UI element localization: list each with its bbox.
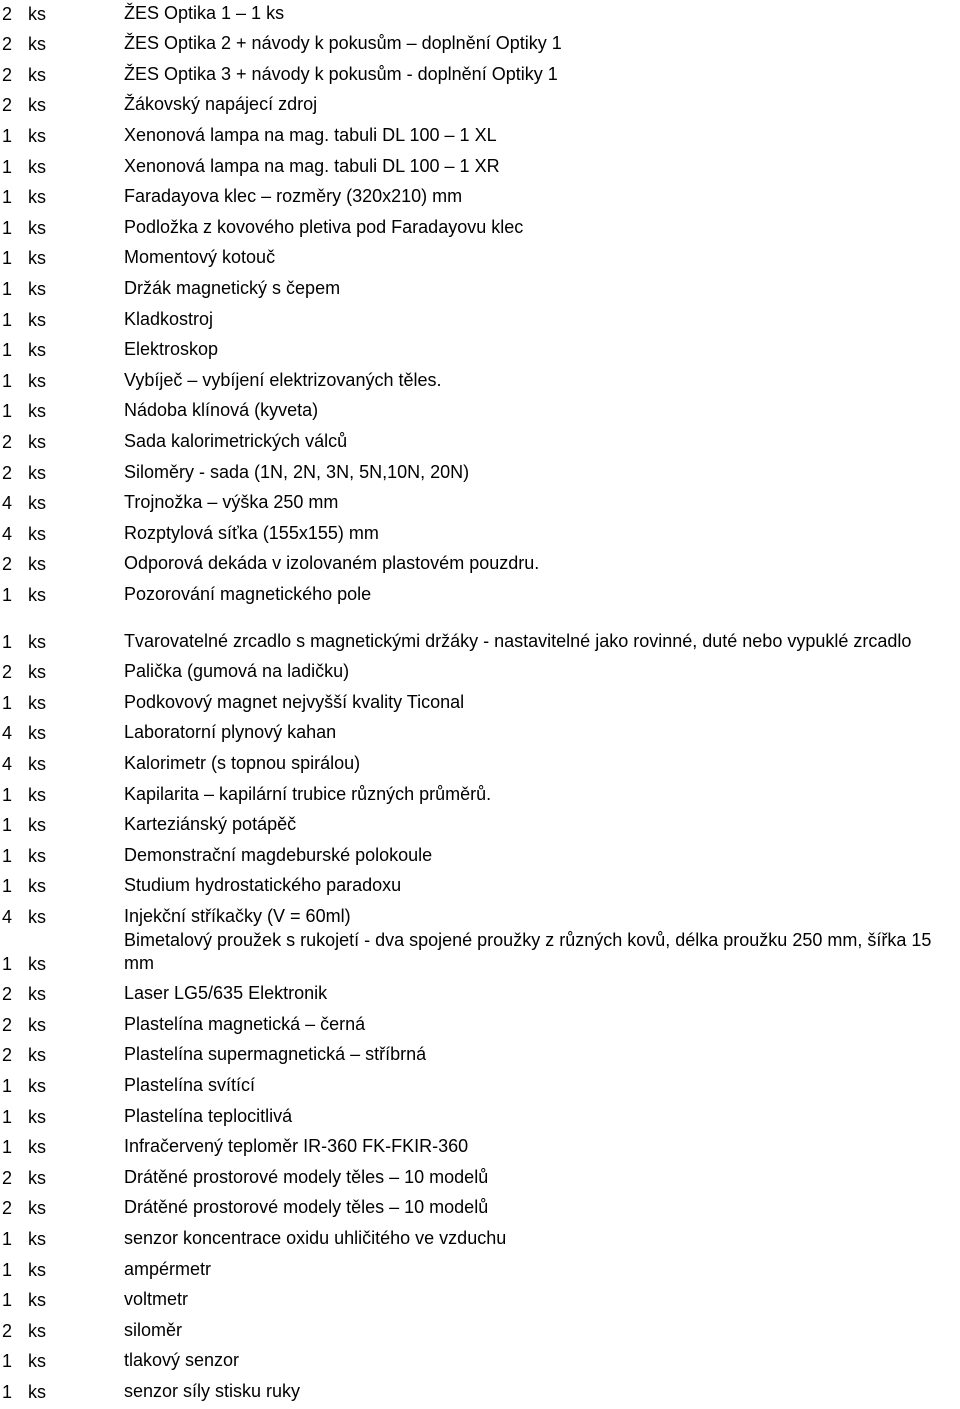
item-description: Bimetalový proužek s rukojetí - dva spojené proužky z různých kovů, délka proužku 250 mm, šířka 15 mm — [124, 929, 932, 973]
item-description: Xenonová lampa na mag. tabuli DL 100 – 1 XL — [124, 124, 497, 145]
quantity-number: 1 — [2, 584, 13, 605]
quantity-cell — [0, 1076, 124, 1097]
quantity-unit: ks — [28, 554, 46, 575]
quantity-unit: ks — [28, 3, 46, 24]
quantity-cell — [0, 1137, 124, 1158]
item-description: Vybíječ – vybíjení elektrizovaných těles. — [124, 369, 442, 390]
item-description: Žákovský napájecí zdroj — [124, 94, 318, 115]
list-item — [0, 1103, 960, 1134]
quantity-number: 1 — [2, 217, 13, 238]
item-description: Rozptylová síťka (155x155) mm — [124, 522, 379, 543]
list-item — [0, 1042, 960, 1073]
quantity-number: 1 — [2, 1381, 13, 1402]
quantity-number: 1 — [2, 370, 13, 391]
quantity-number: 1 — [2, 187, 13, 208]
item-description: Trojnožka – výška 250 mm — [124, 492, 339, 513]
quantity-number: 1 — [2, 1259, 13, 1280]
list-item — [0, 214, 960, 245]
quantity-cell — [0, 248, 124, 269]
quantity-unit: ks — [28, 248, 46, 269]
list-item — [0, 1225, 960, 1256]
list-item — [0, 1287, 960, 1318]
quantity-unit: ks — [28, 753, 46, 774]
quantity-number: 1 — [2, 1106, 13, 1127]
quantity-number: 1 — [2, 692, 13, 713]
item-description: Karteziánský potápěč — [124, 814, 297, 835]
quantity-cell — [0, 723, 124, 744]
list-item — [0, 61, 960, 92]
quantity-number: 4 — [2, 906, 13, 927]
item-description: Pozorování magnetického pole — [124, 583, 372, 604]
quantity-cell — [0, 126, 124, 147]
quantity-unit: ks — [28, 584, 46, 605]
quantity-cell — [0, 65, 124, 86]
list-item — [0, 122, 960, 153]
quantity-unit: ks — [28, 784, 46, 805]
quantity-unit: ks — [28, 340, 46, 361]
quantity-unit: ks — [28, 876, 46, 897]
quantity-unit: ks — [28, 34, 46, 55]
list-item — [0, 1256, 960, 1287]
quantity-number: 2 — [2, 1198, 13, 1219]
item-description: ampérmetr — [124, 1258, 212, 1279]
quantity-cell — [0, 585, 124, 606]
quantity-number: 2 — [2, 431, 13, 452]
quantity-unit: ks — [28, 217, 46, 238]
quantity-unit: ks — [28, 662, 46, 683]
item-description: Elektroskop — [124, 339, 219, 360]
quantity-unit: ks — [28, 723, 46, 744]
quantity-cell — [0, 432, 124, 453]
quantity-number: 1 — [2, 1290, 13, 1311]
quantity-cell — [0, 1107, 124, 1128]
quantity-cell — [0, 815, 124, 836]
quantity-unit: ks — [28, 1381, 46, 1402]
list-item — [0, 612, 960, 659]
item-description: siloměr — [124, 1319, 183, 1340]
item-description: Nádoba klínová (kyveta) — [124, 400, 319, 421]
list-item — [0, 1317, 960, 1348]
quantity-number: 1 — [2, 1137, 13, 1158]
item-description: Plastelína teplocitlivá — [124, 1105, 293, 1126]
quantity-cell — [0, 4, 124, 25]
quantity-number: 1 — [2, 815, 13, 836]
item-description: Momentový kotouč — [124, 247, 276, 268]
list-item — [0, 153, 960, 184]
quantity-unit: ks — [28, 462, 46, 483]
quantity-number: 2 — [2, 554, 13, 575]
quantity-unit: ks — [28, 1075, 46, 1096]
item-description: Drátěné prostorové modely těles – 10 modelů — [124, 1197, 489, 1218]
quantity-cell — [0, 984, 124, 1005]
quantity-cell — [0, 693, 124, 714]
quantity-cell — [0, 95, 124, 116]
quantity-unit: ks — [28, 1320, 46, 1341]
quantity-number: 1 — [2, 401, 13, 422]
item-description: Plastelína supermagnetická – stříbrná — [124, 1044, 427, 1065]
item-description: Podložka z kovového pletiva pod Faradayovu klec — [124, 216, 524, 237]
quantity-cell — [0, 785, 124, 806]
item-description: Odporová dekáda v izolovaném plastovém pouzdru. — [124, 553, 540, 574]
quantity-cell — [0, 554, 124, 575]
quantity-number: 4 — [2, 753, 13, 774]
quantity-cell — [0, 34, 124, 55]
list-item — [0, 750, 960, 781]
list-item — [0, 842, 960, 873]
item-description: Xenonová lampa na mag. tabuli DL 100 – 1 XR — [124, 155, 500, 176]
item-description: ŽES Optika 1 – 1 ks — [124, 2, 285, 23]
quantity-cell — [0, 218, 124, 239]
quantity-unit: ks — [28, 1137, 46, 1158]
list-item — [0, 184, 960, 215]
quantity-unit: ks — [28, 845, 46, 866]
quantity-unit: ks — [28, 523, 46, 544]
quantity-unit: ks — [28, 370, 46, 391]
quantity-unit: ks — [28, 1106, 46, 1127]
quantity-number: 1 — [2, 125, 13, 146]
quantity-number: 2 — [2, 1045, 13, 1066]
quantity-unit: ks — [28, 187, 46, 208]
item-description: Tvarovatelné zrcadlo s magnetickými držáky - nastavitelné jako rovinné, duté nebo vypuklé zrcadlo — [124, 630, 912, 651]
quantity-number: 1 — [2, 784, 13, 805]
quantity-cell — [0, 340, 124, 361]
list-item — [0, 0, 960, 31]
item-description: senzor koncentrace oxidu uhličitého ve vzduchu — [124, 1227, 507, 1248]
list-item — [0, 1164, 960, 1195]
list-item — [0, 929, 960, 981]
quantity-number: 1 — [2, 953, 13, 974]
quantity-unit: ks — [28, 953, 46, 974]
item-description: senzor síly stisku ruky — [124, 1380, 301, 1401]
quantity-unit: ks — [28, 1045, 46, 1066]
quantity-cell — [0, 754, 124, 775]
quantity-unit: ks — [28, 309, 46, 330]
quantity-number: 2 — [2, 64, 13, 85]
list-item — [0, 1134, 960, 1165]
quantity-number: 1 — [2, 309, 13, 330]
quantity-number: 4 — [2, 523, 13, 544]
quantity-cell — [0, 524, 124, 545]
list-item — [0, 1195, 960, 1226]
quantity-cell — [0, 279, 124, 300]
quantity-unit: ks — [28, 493, 46, 514]
quantity-number: 2 — [2, 1014, 13, 1035]
item-description: Faradayova klec – rozměry (320x210) mm — [124, 186, 463, 207]
quantity-number: 4 — [2, 493, 13, 514]
quantity-unit: ks — [28, 95, 46, 116]
quantity-cell — [0, 1351, 124, 1372]
quantity-number: 2 — [2, 95, 13, 116]
quantity-unit: ks — [28, 1351, 46, 1372]
quantity-unit: ks — [28, 401, 46, 422]
quantity-unit: ks — [28, 431, 46, 452]
quantity-cell — [0, 401, 124, 422]
quantity-cell — [0, 493, 124, 514]
quantity-unit: ks — [28, 278, 46, 299]
quantity-number: 1 — [2, 631, 13, 652]
quantity-unit: ks — [28, 692, 46, 713]
quantity-unit: ks — [28, 815, 46, 836]
item-description: Drátěné prostorové modely těles – 10 modelů — [124, 1166, 489, 1187]
quantity-number: 2 — [2, 462, 13, 483]
list-item — [0, 459, 960, 490]
quantity-number: 1 — [2, 278, 13, 299]
quantity-number: 1 — [2, 1351, 13, 1372]
item-description: Infračervený teploměr IR-360 FK-FKIR-360 — [124, 1136, 469, 1157]
item-description: Palička (gumová na ladičku) — [124, 661, 350, 682]
quantity-cell — [0, 1382, 124, 1403]
quantity-cell — [0, 1290, 124, 1311]
list-item — [0, 720, 960, 751]
list-item — [0, 659, 960, 690]
quantity-number: 2 — [2, 34, 13, 55]
list-item — [0, 31, 960, 62]
quantity-number: 2 — [2, 1167, 13, 1188]
item-description: Studium hydrostatického paradoxu — [124, 875, 402, 896]
quantity-unit: ks — [28, 906, 46, 927]
quantity-cell — [0, 463, 124, 484]
item-description: ŽES Optika 3 + návody k pokusům - doplnění Optiky 1 — [124, 63, 558, 84]
item-description: ŽES Optika 2 + návody k pokusům – doplnění Optiky 1 — [124, 33, 562, 54]
list-item — [0, 520, 960, 551]
quantity-cell — [0, 876, 124, 897]
item-description: Kalorimetr (s topnou spirálou) — [124, 752, 361, 773]
list-item — [0, 490, 960, 521]
item-description: Držák magnetický s čepem — [124, 277, 341, 298]
item-description: Siloměry - sada (1N, 2N, 3N, 5N,10N, 20N) — [124, 461, 470, 482]
quantity-unit: ks — [28, 64, 46, 85]
list-item — [0, 1011, 960, 1042]
quantity-number: 1 — [2, 1228, 13, 1249]
item-description: voltmetr — [124, 1289, 189, 1310]
quantity-cell — [0, 1260, 124, 1281]
list-item — [0, 781, 960, 812]
quantity-unit: ks — [28, 125, 46, 146]
item-description: Laboratorní plynový kahan — [124, 722, 337, 743]
list-item — [0, 245, 960, 276]
list-item — [0, 689, 960, 720]
quantity-cell — [0, 907, 124, 928]
quantity-cell — [0, 846, 124, 867]
quantity-cell — [0, 954, 124, 975]
quantity-number: 2 — [2, 3, 13, 24]
item-description: Laser LG5/635 Elektronik — [124, 983, 328, 1004]
item-description: Plastelína svítící — [124, 1074, 256, 1095]
quantity-cell — [0, 662, 124, 683]
list-item — [0, 1348, 960, 1379]
quantity-cell — [0, 310, 124, 331]
quantity-number: 1 — [2, 156, 13, 177]
list-item — [0, 1072, 960, 1103]
list-item — [0, 275, 960, 306]
quantity-cell — [0, 187, 124, 208]
item-description: tlakový senzor — [124, 1350, 240, 1371]
quantity-cell — [0, 1321, 124, 1342]
quantity-unit: ks — [28, 1290, 46, 1311]
quantity-unit: ks — [28, 984, 46, 1005]
item-description: Podkovový magnet nejvyšší kvality Ticonal — [124, 691, 465, 712]
quantity-number: 1 — [2, 248, 13, 269]
list-item — [0, 428, 960, 459]
quantity-unit: ks — [28, 156, 46, 177]
list-item — [0, 812, 960, 843]
list-item — [0, 367, 960, 398]
list-item — [0, 981, 960, 1012]
item-description: Sada kalorimetrických válců — [124, 430, 348, 451]
quantity-cell — [0, 371, 124, 392]
quantity-number: 1 — [2, 340, 13, 361]
quantity-unit: ks — [28, 1228, 46, 1249]
list-item — [0, 92, 960, 123]
quantity-cell — [0, 157, 124, 178]
list-item — [0, 398, 960, 429]
quantity-cell — [0, 1015, 124, 1036]
list-item — [0, 337, 960, 368]
list-item — [0, 581, 960, 612]
item-description: Injekční stříkačky (V = 60ml) — [124, 905, 351, 926]
quantity-unit: ks — [28, 1014, 46, 1035]
quantity-number: 1 — [2, 876, 13, 897]
quantity-number: 2 — [2, 1320, 13, 1341]
quantity-number: 2 — [2, 984, 13, 1005]
list-item — [0, 873, 960, 904]
list-item — [0, 1378, 960, 1409]
quantity-unit: ks — [28, 1167, 46, 1188]
list-item — [0, 306, 960, 337]
list-item — [0, 551, 960, 582]
quantity-number: 1 — [2, 845, 13, 866]
quantity-cell — [0, 1198, 124, 1219]
item-description: Demonstrační magdeburské polokoule — [124, 844, 433, 865]
quantity-cell — [0, 632, 124, 653]
item-description: Kladkostroj — [124, 308, 214, 329]
item-description: Kapilarita – kapilární trubice různých průměrů. — [124, 783, 492, 804]
quantity-unit: ks — [28, 631, 46, 652]
quantity-unit: ks — [28, 1198, 46, 1219]
quantity-unit: ks — [28, 1259, 46, 1280]
quantity-cell — [0, 1168, 124, 1189]
quantity-cell — [0, 1045, 124, 1066]
item-description: Plastelína magnetická – černá — [124, 1013, 366, 1034]
quantity-cell — [0, 1229, 124, 1250]
quantity-number: 4 — [2, 723, 13, 744]
quantity-number: 1 — [2, 1075, 13, 1096]
quantity-number: 2 — [2, 662, 13, 683]
